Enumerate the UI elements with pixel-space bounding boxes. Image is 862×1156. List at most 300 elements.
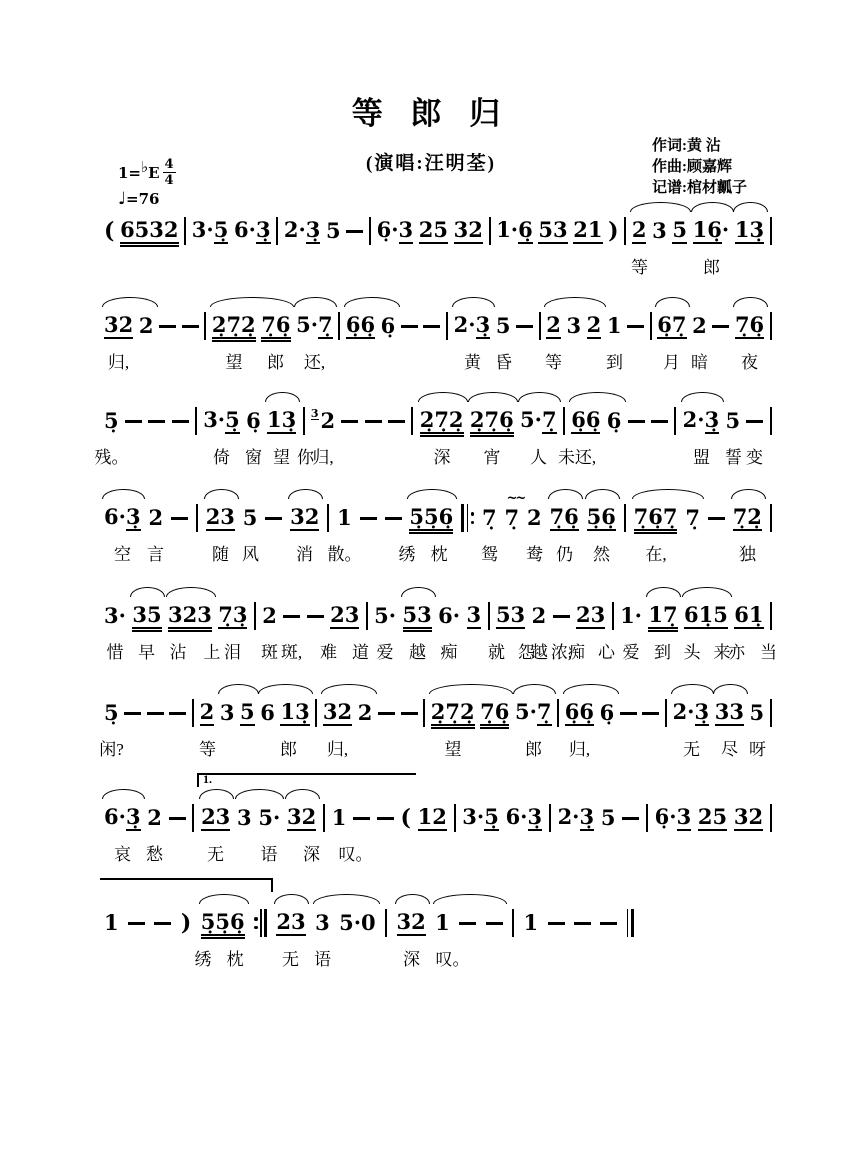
note-group: 5·	[374, 602, 397, 628]
slur-arc	[681, 392, 724, 402]
flat-icon: ♭	[141, 157, 149, 176]
note-group: 7̣	[482, 504, 497, 530]
lyric-syllable: 当	[760, 643, 777, 662]
duration-dash	[746, 420, 763, 423]
lyric-syllable: 越	[531, 643, 548, 662]
note-group: 7̣6̣7̣	[633, 503, 678, 529]
barline	[770, 699, 772, 727]
duration-dash	[128, 922, 145, 925]
note-group: 7̣6̣	[734, 311, 765, 337]
note-group: 6̣	[606, 407, 622, 433]
lyric-syllable: 郎	[280, 740, 297, 759]
note-group: 2̣7̣6̣	[469, 406, 514, 432]
note-group: 23	[330, 601, 360, 627]
note-group: 1	[331, 804, 347, 830]
note-group: 6	[260, 699, 275, 725]
duration-dash	[182, 325, 199, 328]
slur-arc	[102, 789, 145, 799]
lyric-syllable: 归,	[107, 353, 130, 372]
barline	[338, 312, 340, 340]
note-group: 2	[586, 311, 602, 337]
note-group: 2̣7̣2̣	[419, 406, 464, 432]
lyric-syllable: 道	[352, 643, 369, 662]
note-group: 2	[531, 602, 547, 628]
lyric-syllable: 越	[409, 643, 426, 662]
note-group: 6· 3̣	[104, 503, 141, 529]
note-group: 2	[357, 699, 373, 725]
lyric-syllable: 归,	[326, 740, 349, 759]
slur-arc	[433, 894, 507, 904]
lyric-syllable: 浓,	[550, 643, 573, 662]
note-group: 7̣6̣	[549, 503, 579, 529]
lyric-syllable: 头	[683, 643, 701, 662]
lyric-syllable: 归,	[312, 448, 334, 467]
note-group: 7̣6̣	[261, 311, 291, 337]
slur-arc	[733, 202, 768, 212]
slur-arc	[429, 684, 513, 694]
note-group: 33	[714, 698, 744, 724]
note-group: 5̣6̣	[586, 503, 616, 529]
note-group: 21	[573, 216, 603, 242]
note-group: 3	[466, 601, 482, 627]
note-group: 6· 3̣	[505, 803, 543, 829]
slur-arc	[713, 684, 748, 694]
duration-dash	[154, 922, 171, 925]
lyric-syllable: 郎	[267, 353, 284, 372]
note-group: 17̣	[648, 601, 678, 627]
note-group: 2· 3̣	[557, 803, 595, 829]
duration-dash	[283, 615, 300, 618]
barline	[192, 804, 194, 832]
lyric-syllable: 然	[593, 545, 610, 564]
slur-arc	[274, 894, 309, 904]
barline	[624, 217, 626, 245]
lyric-syllable: 望	[444, 740, 462, 759]
slur-arc	[294, 297, 337, 307]
lyric-syllable: 愁	[146, 845, 163, 864]
note-group: 5	[495, 312, 511, 338]
parenthesis: )	[608, 218, 619, 244]
note-group: 32	[733, 803, 764, 829]
credit-composer: 作曲:顾嘉辉	[652, 159, 732, 175]
note-group: 7̣3̣	[218, 601, 248, 627]
barline	[770, 217, 772, 245]
key-letter: E	[148, 163, 160, 182]
slur-arc	[452, 297, 495, 307]
duration-dash	[486, 922, 503, 925]
meter-numerator: 4	[164, 157, 174, 172]
slur-arc	[513, 684, 556, 694]
lyric-syllable: 叹。	[338, 845, 373, 864]
note-group: 2̣7̣2̣	[430, 698, 475, 724]
note-group: 32	[453, 216, 483, 242]
slur-arc	[130, 587, 165, 597]
duration-dash	[423, 325, 440, 328]
parenthesis: (	[400, 805, 411, 831]
barline	[557, 699, 559, 727]
barline	[192, 699, 194, 727]
duration-dash	[378, 712, 395, 715]
note-group: 6̣6̣	[345, 311, 376, 337]
note-group: 5	[242, 504, 258, 530]
duration-dash	[388, 420, 405, 423]
lyric-syllable: 郎	[525, 740, 542, 759]
barline	[646, 804, 648, 832]
lyric-syllable: 言	[147, 545, 164, 564]
duration-dash	[171, 517, 188, 520]
lyric-syllable: 痴	[568, 643, 585, 662]
barline	[204, 312, 206, 340]
barline	[315, 699, 317, 727]
lyric-syllable: 等	[545, 353, 562, 372]
note-group: 5̣	[104, 699, 119, 725]
note-group: 5	[240, 698, 255, 724]
slur-arc	[691, 202, 734, 212]
note-group: 5· 7̣	[514, 698, 552, 724]
note-group: 7̣6̣	[480, 698, 510, 724]
note-group: 6̣	[380, 312, 396, 338]
lyric-syllable: 心	[598, 643, 615, 662]
slur-arc	[569, 392, 626, 402]
note-group: 12	[417, 803, 447, 829]
repeat-end-barline	[254, 909, 267, 937]
lyric-syllable: 无	[282, 950, 299, 969]
volta-label: 1.	[203, 772, 212, 786]
note-group: 6· 3̣	[104, 803, 141, 829]
note-group: 6̣6̣	[571, 406, 601, 432]
note-group: 6̣	[599, 699, 615, 725]
note-group: 6532	[120, 216, 179, 242]
note-group: 3·	[104, 602, 126, 628]
duration-dash	[459, 922, 476, 925]
lyric-syllable: 惜	[106, 643, 124, 662]
duration-dash	[125, 420, 142, 423]
note-group: 13̣	[280, 698, 310, 724]
slur-arc	[199, 789, 234, 799]
lyric-syllable: 消	[296, 545, 313, 564]
duration-dash	[365, 420, 382, 423]
system-line-6	[99, 695, 772, 775]
note-group: 5	[725, 407, 741, 433]
volta-bracket	[100, 878, 273, 892]
slur-arc	[548, 489, 583, 499]
lyric-syllable: 无	[207, 845, 224, 864]
note-group: 61̣	[734, 601, 764, 627]
system-line-5	[104, 598, 777, 678]
lyric-syllable: 还,	[303, 353, 326, 372]
note-group: 1	[337, 504, 352, 530]
note-group: 323	[167, 601, 212, 627]
note-group: 2	[262, 602, 277, 628]
note-group: 6̣7̣	[657, 311, 687, 337]
slur-arc	[235, 789, 284, 799]
note-group: 5	[749, 699, 765, 725]
slur-arc	[682, 587, 732, 597]
lyric-syllable: 爱	[376, 643, 394, 662]
slur-arc	[166, 587, 216, 597]
slur-arc	[418, 392, 468, 402]
duration-dash	[346, 230, 363, 233]
duration-dash	[574, 922, 591, 925]
note-group: 2· 3̣	[283, 216, 321, 242]
barline	[276, 217, 278, 245]
note-group: 5· 7̣	[520, 406, 557, 432]
slur-arc	[218, 684, 259, 694]
performer-subtitle: (演唱:汪明荃)	[366, 153, 496, 174]
duration-dash	[622, 817, 639, 820]
lyric-syllable: 暗	[691, 353, 708, 372]
lyric-syllable: 归,	[568, 740, 591, 759]
barline	[674, 407, 676, 435]
duration-dash	[124, 712, 141, 715]
barline	[254, 602, 256, 630]
lyric-syllable: 独	[739, 545, 756, 564]
barline	[770, 804, 772, 832]
note-group: 6· 3̣	[234, 216, 271, 242]
slur-arc	[344, 297, 400, 307]
lyric-syllable: 变	[746, 448, 763, 467]
slur-arc	[671, 684, 714, 694]
lyric-syllable: 人	[530, 448, 547, 467]
slur-arc	[544, 297, 606, 307]
lyric-syllable: 窗	[245, 448, 262, 467]
barline	[303, 407, 305, 435]
note-group: 32	[322, 698, 353, 724]
lyric-syllable: 语	[260, 845, 278, 864]
note-group: 32	[287, 803, 317, 829]
note-group: 3	[315, 909, 330, 935]
barline	[549, 804, 551, 832]
lyric-syllable: 沾	[169, 643, 187, 662]
note-group: 3	[219, 699, 235, 725]
slur-arc	[731, 489, 766, 499]
duration-dash	[553, 615, 570, 618]
duration-dash	[169, 712, 186, 715]
note-group: 6̣· 3	[654, 803, 692, 829]
lyric-syllable: 随	[212, 545, 229, 564]
repeat-begin-barline	[461, 504, 474, 532]
song-title: 等 郎 归	[351, 96, 511, 131]
slur-arc	[733, 297, 768, 307]
note-group: 5· 7̣	[296, 311, 333, 337]
barline	[650, 312, 652, 340]
lyric-syllable: 爱	[622, 643, 640, 662]
duration-dash	[651, 420, 668, 423]
final-barline	[627, 909, 634, 937]
note-group: 13̣	[267, 406, 297, 432]
lyric-syllable: 枕	[430, 545, 448, 564]
lyric-syllable: 斑	[261, 643, 278, 662]
barline	[446, 312, 448, 340]
note-group: 2	[692, 312, 707, 338]
note-group: 1· 6̣	[496, 216, 533, 242]
lyric-syllable: 风	[242, 545, 259, 564]
slur-arc	[655, 297, 690, 307]
duration-dash	[360, 517, 377, 520]
duration-dash	[159, 325, 176, 328]
lyric-syllable: 痴	[440, 643, 458, 662]
key-scale: 1=	[118, 163, 142, 182]
note-group: 32	[396, 908, 426, 934]
note-group: 1·	[620, 602, 642, 628]
lyric-syllable: 空	[114, 545, 131, 564]
note-group: 3	[237, 804, 252, 830]
duration-dash	[708, 517, 725, 520]
barline	[196, 504, 198, 532]
note-group: 3· 5̣	[203, 406, 240, 432]
barline	[770, 407, 772, 435]
lyric-syllable: 未	[558, 448, 575, 467]
lyric-syllable: 语	[314, 950, 331, 969]
note-group: 1	[435, 909, 450, 935]
lyric-syllable: 黄	[464, 353, 481, 372]
note-group: 2	[138, 312, 154, 338]
note-group: 2· 3̣	[672, 698, 710, 724]
barline	[184, 217, 186, 245]
lyric-syllable: 深	[433, 448, 451, 467]
slur-arc	[265, 392, 300, 402]
lyric-syllable: 夜	[741, 353, 758, 372]
note-group: 7̣2̣	[732, 503, 762, 529]
slur-arc	[321, 684, 377, 694]
note-group: 25	[418, 216, 449, 242]
slur-arc	[288, 489, 323, 499]
barline	[327, 504, 329, 532]
duration-dash	[620, 712, 637, 715]
duration-dash	[341, 420, 358, 423]
note-group: 32	[104, 311, 134, 337]
note-group: 5·	[258, 804, 281, 830]
barline	[539, 312, 541, 340]
slur-arc	[468, 392, 518, 402]
note-group: 1	[523, 909, 539, 935]
lyric-syllable: 在,	[645, 545, 667, 564]
duration-dash	[548, 922, 565, 925]
barline	[323, 804, 325, 832]
slur-arc	[102, 297, 158, 307]
slur-arc	[630, 202, 691, 212]
slur-arc	[646, 587, 681, 597]
barline	[770, 504, 772, 532]
lyric-syllable: 闲?	[99, 740, 124, 759]
barline	[563, 407, 565, 435]
system-line-2	[104, 308, 772, 388]
lyric-syllable: 郎	[703, 258, 720, 277]
system-line-3	[94, 403, 772, 483]
tempo-value: =76	[126, 190, 160, 208]
lyric-syllable: 月	[663, 353, 680, 372]
lyric-syllable: 望	[225, 353, 243, 372]
note-group: 2̣7̣2̣	[211, 311, 256, 337]
barline	[366, 602, 368, 630]
lyric-syllable: 鸯	[526, 545, 543, 564]
lyric-syllable: 散。	[327, 545, 362, 564]
note-group: 5̣	[104, 407, 119, 433]
slur-arc	[210, 297, 294, 307]
lyric-syllable: 誓	[725, 448, 742, 467]
note-group: 5·0	[339, 909, 376, 935]
barline	[612, 602, 614, 630]
barline	[411, 407, 413, 435]
note-group: 3· 5̣	[462, 803, 499, 829]
note-group: 23	[205, 503, 235, 529]
note-group: 53	[538, 216, 568, 242]
note-group: 2	[147, 804, 162, 830]
slur-arc	[285, 789, 320, 799]
lyric-syllable: 枕	[226, 950, 244, 969]
note-group: 7̣	[685, 504, 700, 530]
note-group: 1	[606, 312, 622, 338]
note-group: 23	[201, 803, 231, 829]
lyric-syllable: 还,	[574, 448, 597, 467]
barline	[624, 504, 626, 532]
slur-arc	[313, 894, 380, 904]
note-group: 2	[527, 504, 542, 530]
lyric-syllable: 仍	[556, 545, 573, 564]
lyric-syllable: 泪	[224, 643, 241, 662]
note-group: 16̣ ·	[692, 216, 730, 242]
note-group: 3· 5̣	[191, 216, 229, 242]
lyric-syllable: 难	[320, 643, 337, 662]
duration-dash	[401, 325, 418, 328]
volta-bracket	[197, 773, 416, 787]
note-group: 23	[276, 908, 306, 934]
lyric-syllable: 绣	[194, 950, 212, 969]
note-group: 6̣· 3	[376, 216, 414, 242]
barline	[385, 909, 387, 937]
note-group: 1	[104, 909, 119, 935]
slur-arc	[401, 587, 436, 597]
parenthesis: (	[104, 218, 115, 244]
note-group: 13̣	[734, 216, 765, 242]
note-group: 2	[148, 504, 164, 530]
lyric-syllable: 望	[273, 448, 290, 467]
note-group: 5̣5̣6̣	[409, 503, 454, 529]
note-group: 61̣5	[684, 601, 728, 627]
lyric-syllable: 倚	[213, 448, 230, 467]
slur-arc	[585, 489, 620, 499]
note-group: 2· 3̣	[453, 311, 491, 337]
note-group: 7̣ ~~	[504, 490, 525, 530]
lyric-syllable: 盟	[693, 448, 710, 467]
slur-arc	[518, 392, 561, 402]
duration-dash	[401, 712, 418, 715]
lyric-syllable: 鸳	[481, 545, 498, 564]
note-group: 3 2	[310, 406, 336, 433]
system-line-4	[104, 490, 772, 580]
lyric-syllable: 尽	[721, 740, 738, 759]
lyric-syllable: 斑,	[280, 643, 303, 662]
slur-arc	[258, 684, 313, 694]
credit-lyricist: 作词:黄 沾	[652, 138, 721, 154]
lyric-syllable: 昏	[495, 353, 512, 372]
slur-arc	[199, 894, 249, 904]
note-group: 6̣6̣	[564, 698, 594, 724]
lyric-syllable: 残。	[94, 448, 129, 467]
lyric-syllable: 怨	[518, 643, 535, 662]
barline	[665, 699, 667, 727]
duration-dash	[353, 817, 370, 820]
note-group: 25	[697, 803, 728, 829]
lyric-syllable: 上	[203, 643, 221, 662]
duration-dash	[642, 712, 659, 715]
slur-arc	[563, 684, 619, 694]
note-group: 3	[566, 312, 582, 338]
lyric-syllable: 叹。	[435, 950, 470, 969]
note-group: 5̣5̣6̣	[200, 908, 245, 934]
duration-dash	[265, 517, 282, 520]
duration-dash	[628, 420, 645, 423]
